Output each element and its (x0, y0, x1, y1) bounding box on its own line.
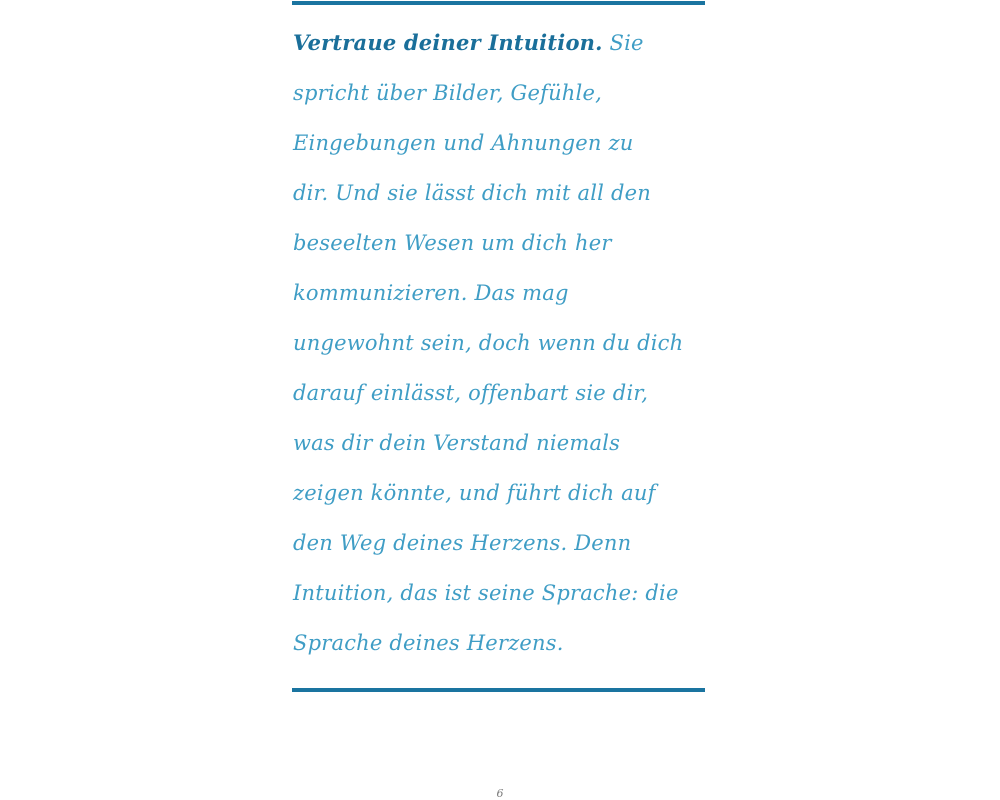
top-divider-rule (292, 1, 705, 5)
paragraph-line: spricht über Bilder, Gefühle, (293, 81, 602, 105)
paragraph-line: dir. Und sie lässt dich mit all den (293, 181, 651, 205)
page-number: 6 (496, 787, 504, 800)
paragraph-line: ungewohnt sein, doch wenn du dich (293, 331, 684, 355)
paragraph-line (293, 18, 705, 68)
paragraph-line: Eingebungen und Ahnungen zu (293, 131, 634, 155)
intuition-paragraph (293, 18, 705, 668)
paragraph-line: zeigen könnte, und führt dich auf (293, 481, 656, 505)
paragraph-line: was dir dein Verstand niemals (293, 431, 621, 455)
paragraph-line: kommunizieren. Das mag (293, 281, 569, 305)
lead-phrase: Vertraue deiner Intuition. (293, 30, 603, 55)
paragraph-line: beseelten Wesen um dich her (293, 231, 612, 255)
paragraph-line: Sprache deines Herzens. (293, 631, 564, 655)
lead-continuation: Sie (602, 31, 644, 55)
paragraph-line: darauf einlässt, offenbart sie dir, (293, 381, 649, 405)
paragraph-line: Intuition, das ist seine Sprache: die (293, 581, 679, 605)
paragraph-line: den Weg deines Herzens. Denn (293, 531, 632, 555)
bottom-divider-rule (292, 688, 705, 692)
